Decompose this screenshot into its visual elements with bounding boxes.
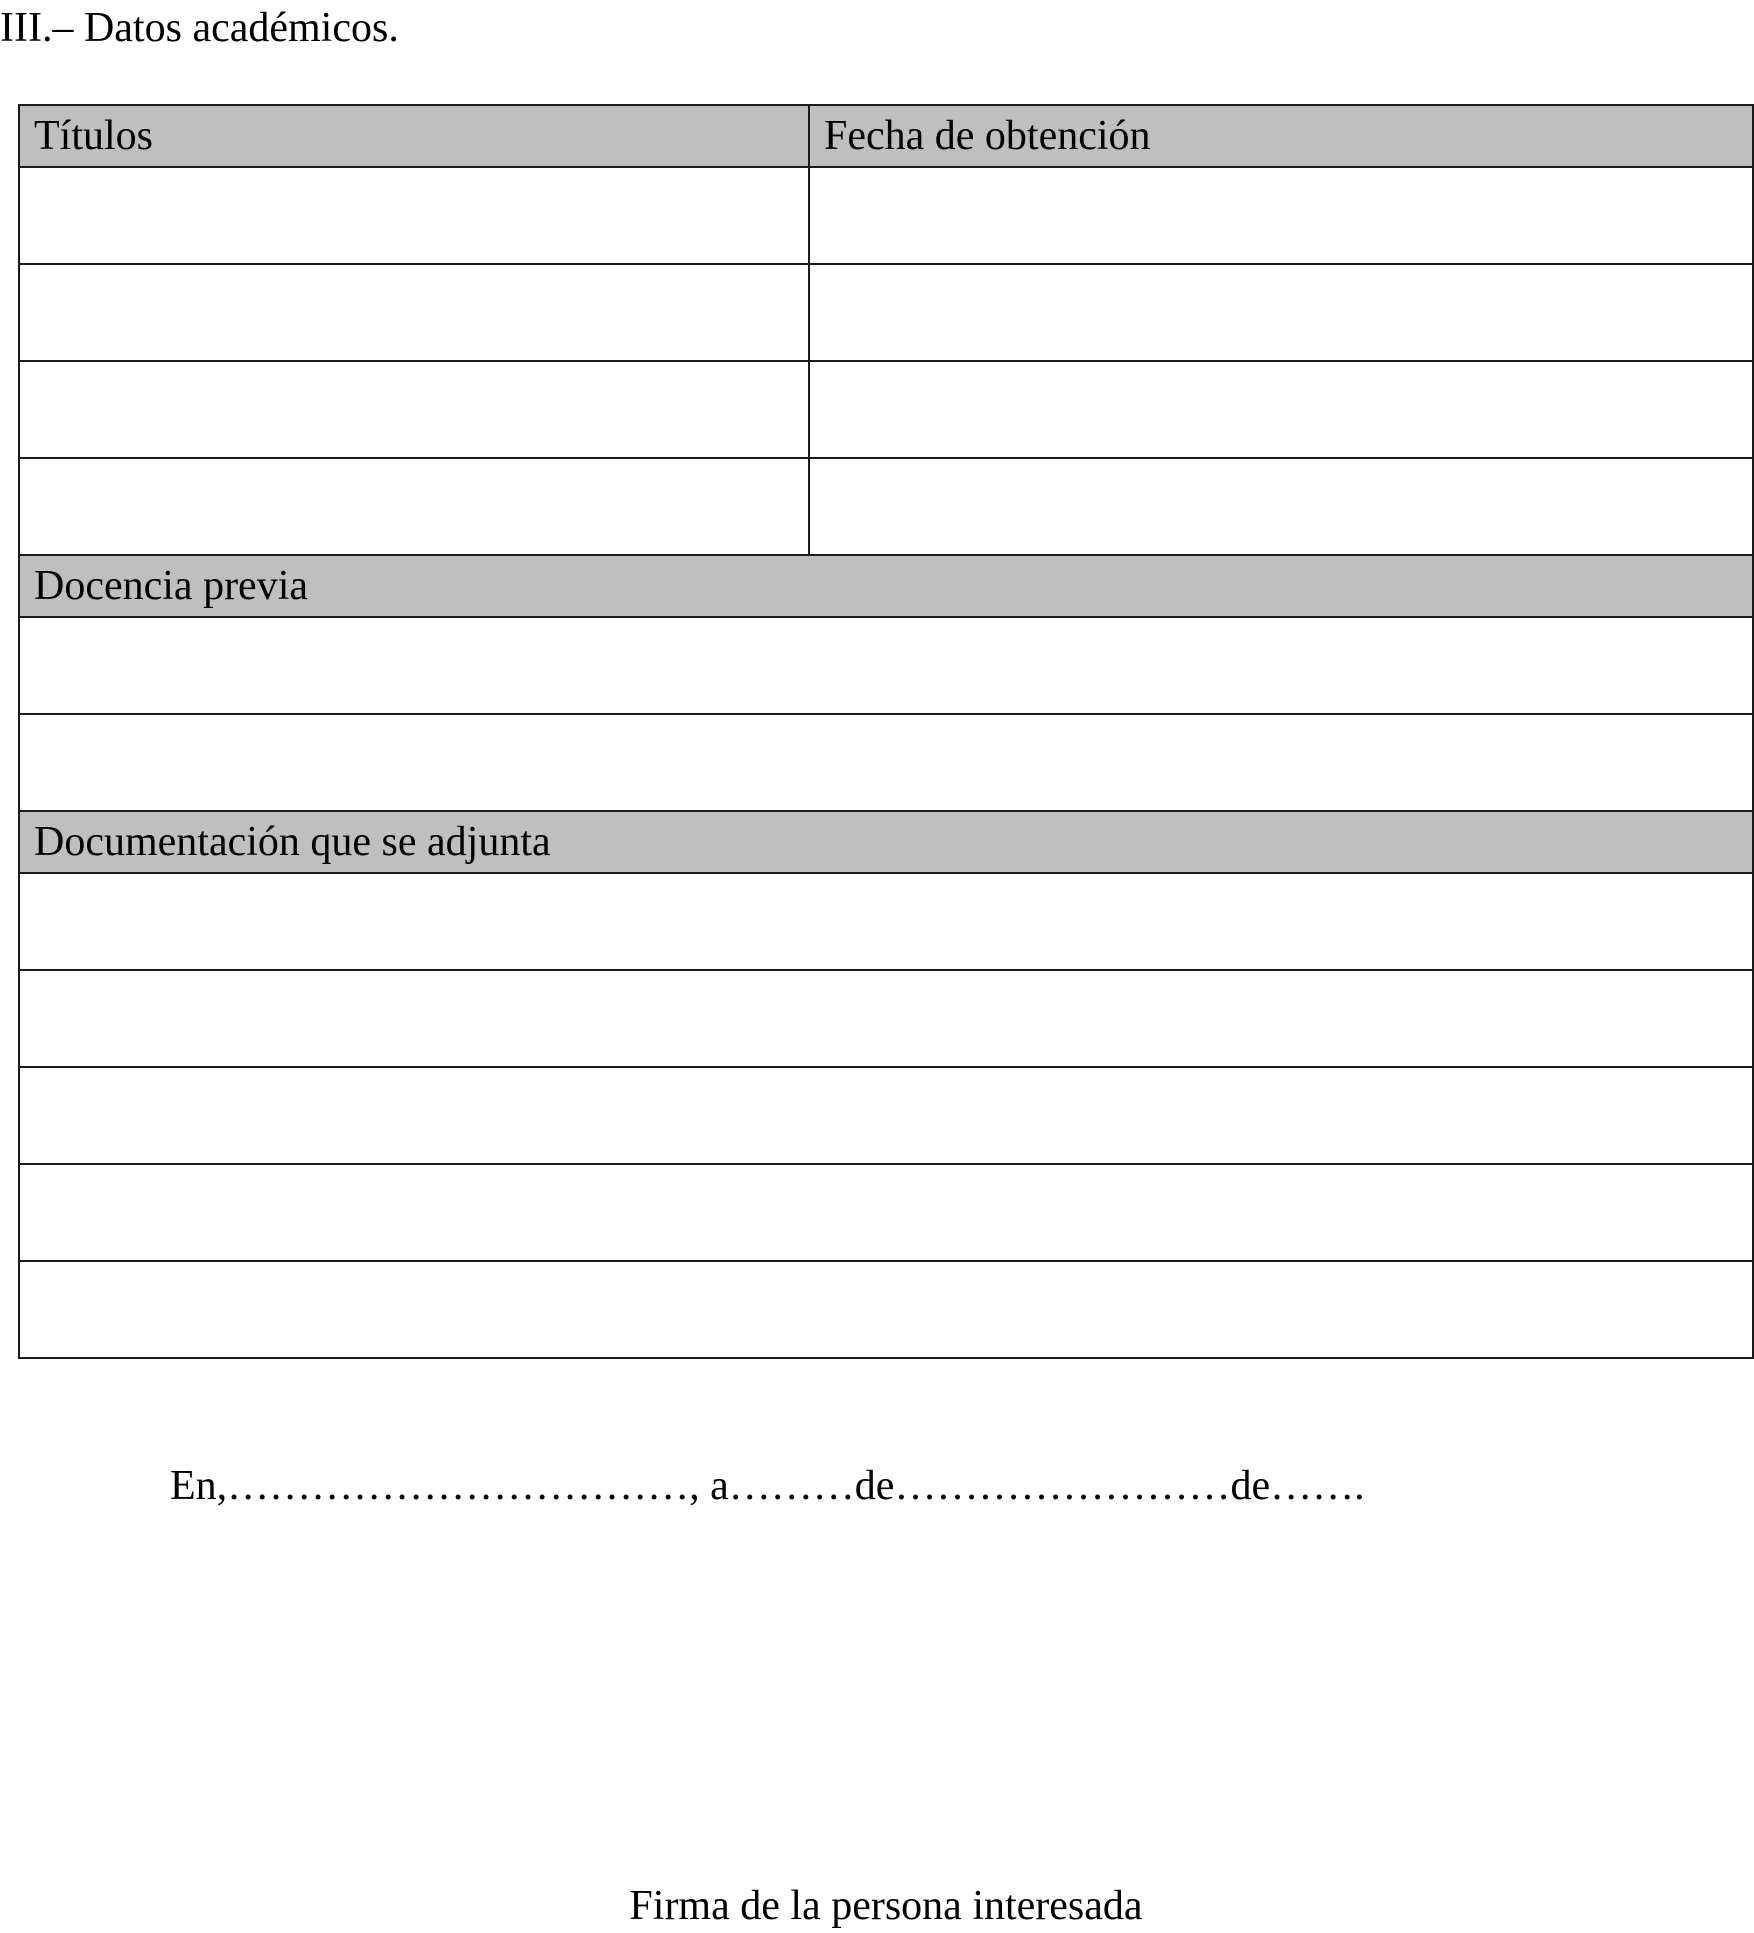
documentacion-row <box>19 1164 1753 1261</box>
fecha-obtencion-field[interactable] <box>809 167 1753 264</box>
academic-data-table <box>18 104 1754 1359</box>
titulo-field[interactable] <box>19 167 809 264</box>
titulo-field[interactable] <box>19 458 809 555</box>
titulos-row <box>19 167 1753 264</box>
docencia-row <box>19 714 1753 811</box>
documentacion-row <box>19 1067 1753 1164</box>
documentacion-row <box>19 873 1753 970</box>
docencia-header-row <box>19 555 1753 617</box>
titulos-row <box>19 361 1753 458</box>
fecha-obtencion-header: Fecha de obtención <box>809 105 1753 167</box>
signature-label: Firma de la persona interesada <box>629 1883 1143 1929</box>
fecha-obtencion-field[interactable] <box>809 264 1753 361</box>
docencia-row <box>19 617 1753 714</box>
place-date-line: En,……………………………, a………de……………………de……. <box>170 1463 1365 1509</box>
docencia-previa-header: Docencia previa <box>19 555 1753 617</box>
documentacion-adjunta-header: Documentación que se adjunta <box>19 811 1753 873</box>
titulo-field[interactable] <box>19 361 809 458</box>
titulos-header-row <box>19 105 1753 167</box>
documentacion-row <box>19 1261 1753 1358</box>
titulos-row <box>19 458 1753 555</box>
documentacion-field[interactable] <box>19 1261 1753 1358</box>
docencia-previa-field[interactable] <box>19 617 1753 714</box>
documentacion-field[interactable] <box>19 1164 1753 1261</box>
documentacion-header-row <box>19 811 1753 873</box>
documentacion-row <box>19 970 1753 1067</box>
docencia-previa-field[interactable] <box>19 714 1753 811</box>
titulos-header: Títulos <box>19 105 809 167</box>
fecha-obtencion-field[interactable] <box>809 458 1753 555</box>
section-heading: III.– Datos académicos. <box>0 5 399 51</box>
fecha-obtencion-field[interactable] <box>809 361 1753 458</box>
documentacion-field[interactable] <box>19 1067 1753 1164</box>
documentacion-field[interactable] <box>19 873 1753 970</box>
titulos-row <box>19 264 1753 361</box>
documentacion-field[interactable] <box>19 970 1753 1067</box>
titulo-field[interactable] <box>19 264 809 361</box>
